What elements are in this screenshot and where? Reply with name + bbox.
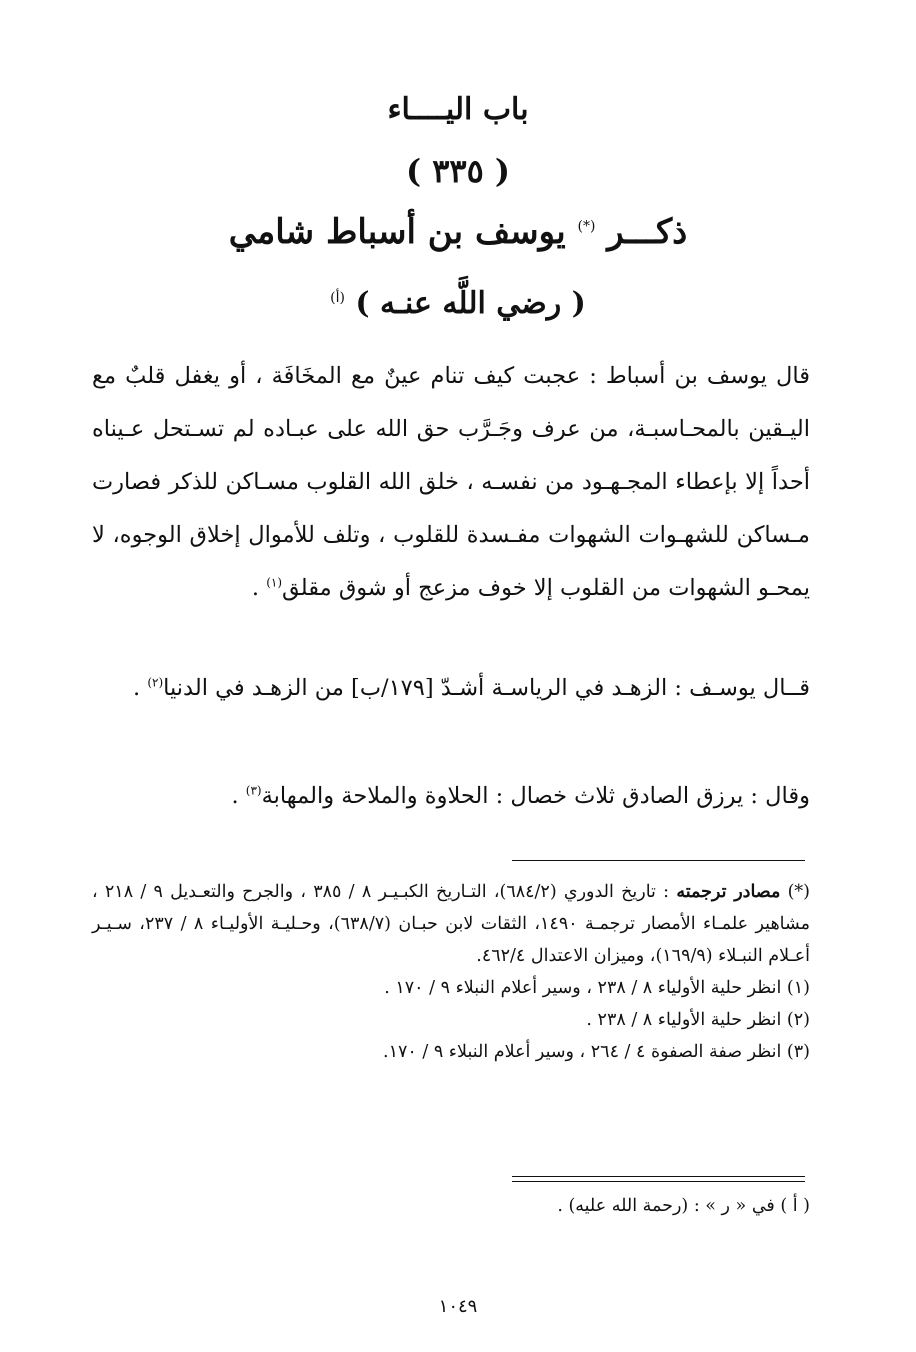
footnote-ref-1: (١) bbox=[266, 575, 283, 590]
footnote-divider bbox=[512, 860, 805, 861]
variant-note: ( أ ) في « ر » : (رحمة الله عليه) . bbox=[557, 1196, 810, 1216]
entry-title-prefix: ذكـــر bbox=[607, 212, 688, 252]
blessing-line bbox=[0, 286, 916, 321]
paragraph-1 bbox=[92, 350, 810, 615]
footnote-2: (٢) انظر حلية الأولياء ٨ / ٢٣٨ . bbox=[586, 1010, 810, 1030]
entry-title bbox=[0, 212, 916, 252]
footnote-sources-text: : تاريخ الدوري (٦٨٤/٢)، التـاريخ الكبـيـر ٨ / ٣٨٥ ، والجرح والتعـديل ٩ / ٢١٨ ، مشاهير علمـاء الأمصار ترجمـة ١٤٩٠، الثقات لابن حبـان (٦٣٨/٧)، وحـليـة الأوليـاء ٨ / ٢٣٧، سـيـر أعـلام النبـلاء (١٦٩/٩)، وميزان الاعتدال ٤٦٢/٤. bbox=[92, 882, 810, 966]
variant-divider-top bbox=[512, 1176, 805, 1177]
footnote-sources bbox=[92, 876, 810, 972]
footnote-1: (١) انظر حلية الأولياء ٨ / ٢٣٨ ، وسير أعلام النبلاء ٩ / ١٧٠ . bbox=[384, 978, 810, 998]
sources-marker: (*) bbox=[577, 218, 596, 235]
entry-number: ( ٣٣٥ ) bbox=[405, 152, 511, 190]
blessing-text: ( رضي اللَّه عنـه ) bbox=[355, 286, 586, 321]
footnote-ref-2: (٢) bbox=[147, 675, 164, 690]
footnotes bbox=[92, 876, 810, 1068]
paragraph-2 bbox=[92, 662, 810, 715]
paragraph-3-text: وقال : يرزق الصادق ثلاث خصال : الحلاوة والملاحة والمهابة bbox=[261, 783, 810, 809]
page-number: ١٠٤٩ bbox=[438, 1296, 478, 1317]
variant-divider-bottom bbox=[512, 1181, 805, 1182]
footnote-3: (٣) انظر صفة الصفوة ٤ / ٢٦٤ ، وسير أعلام النبلاء ٩ / ١٧٠. bbox=[383, 1042, 810, 1062]
entry-title-name: يوسف بن أسباط شامي bbox=[228, 212, 566, 252]
paragraph-1-text: قال يوسف بن أسباط : عجبت كيف تنام عينٌ مع المخَافَة ، أو يغفل قلبٌ مع اليـقين بالمحـاسبـة، من عرف وجَـرَّب حق الله على عبـاده لم تسـتحل عـيناه أحداً إلا بإعطاء المجـهـود من نفسـه ، خلق الله القلوب مسـاكن للذكر فصارت مـساكن للشهـوات الشهوات مفـسدة للقلوب ، وتلف للأموال إخلاق الوجوه، لا يمحـو الشهوات من القلوب إلا خوف مزعج أو شوق مقلق bbox=[92, 363, 810, 601]
paragraph-3-end: . bbox=[231, 783, 246, 809]
paragraph-1-end: . bbox=[251, 575, 267, 601]
variant-marker: (أ) bbox=[330, 290, 345, 306]
chapter-title: باب اليــــاء bbox=[387, 92, 529, 127]
footnote-sources-marker: (*) bbox=[787, 882, 810, 902]
footnote-sources-label: مصادر ترجمته bbox=[676, 882, 781, 902]
paragraph-2-end: . bbox=[133, 675, 148, 701]
paragraph-3 bbox=[92, 770, 810, 823]
paragraph-2-text: قــال يوسـف : الزهـد في الرياسـة أشـدّ [١٧٩/ب] من الزهـد في الدنيا bbox=[163, 675, 810, 701]
footnote-ref-3: (٣) bbox=[245, 783, 262, 798]
